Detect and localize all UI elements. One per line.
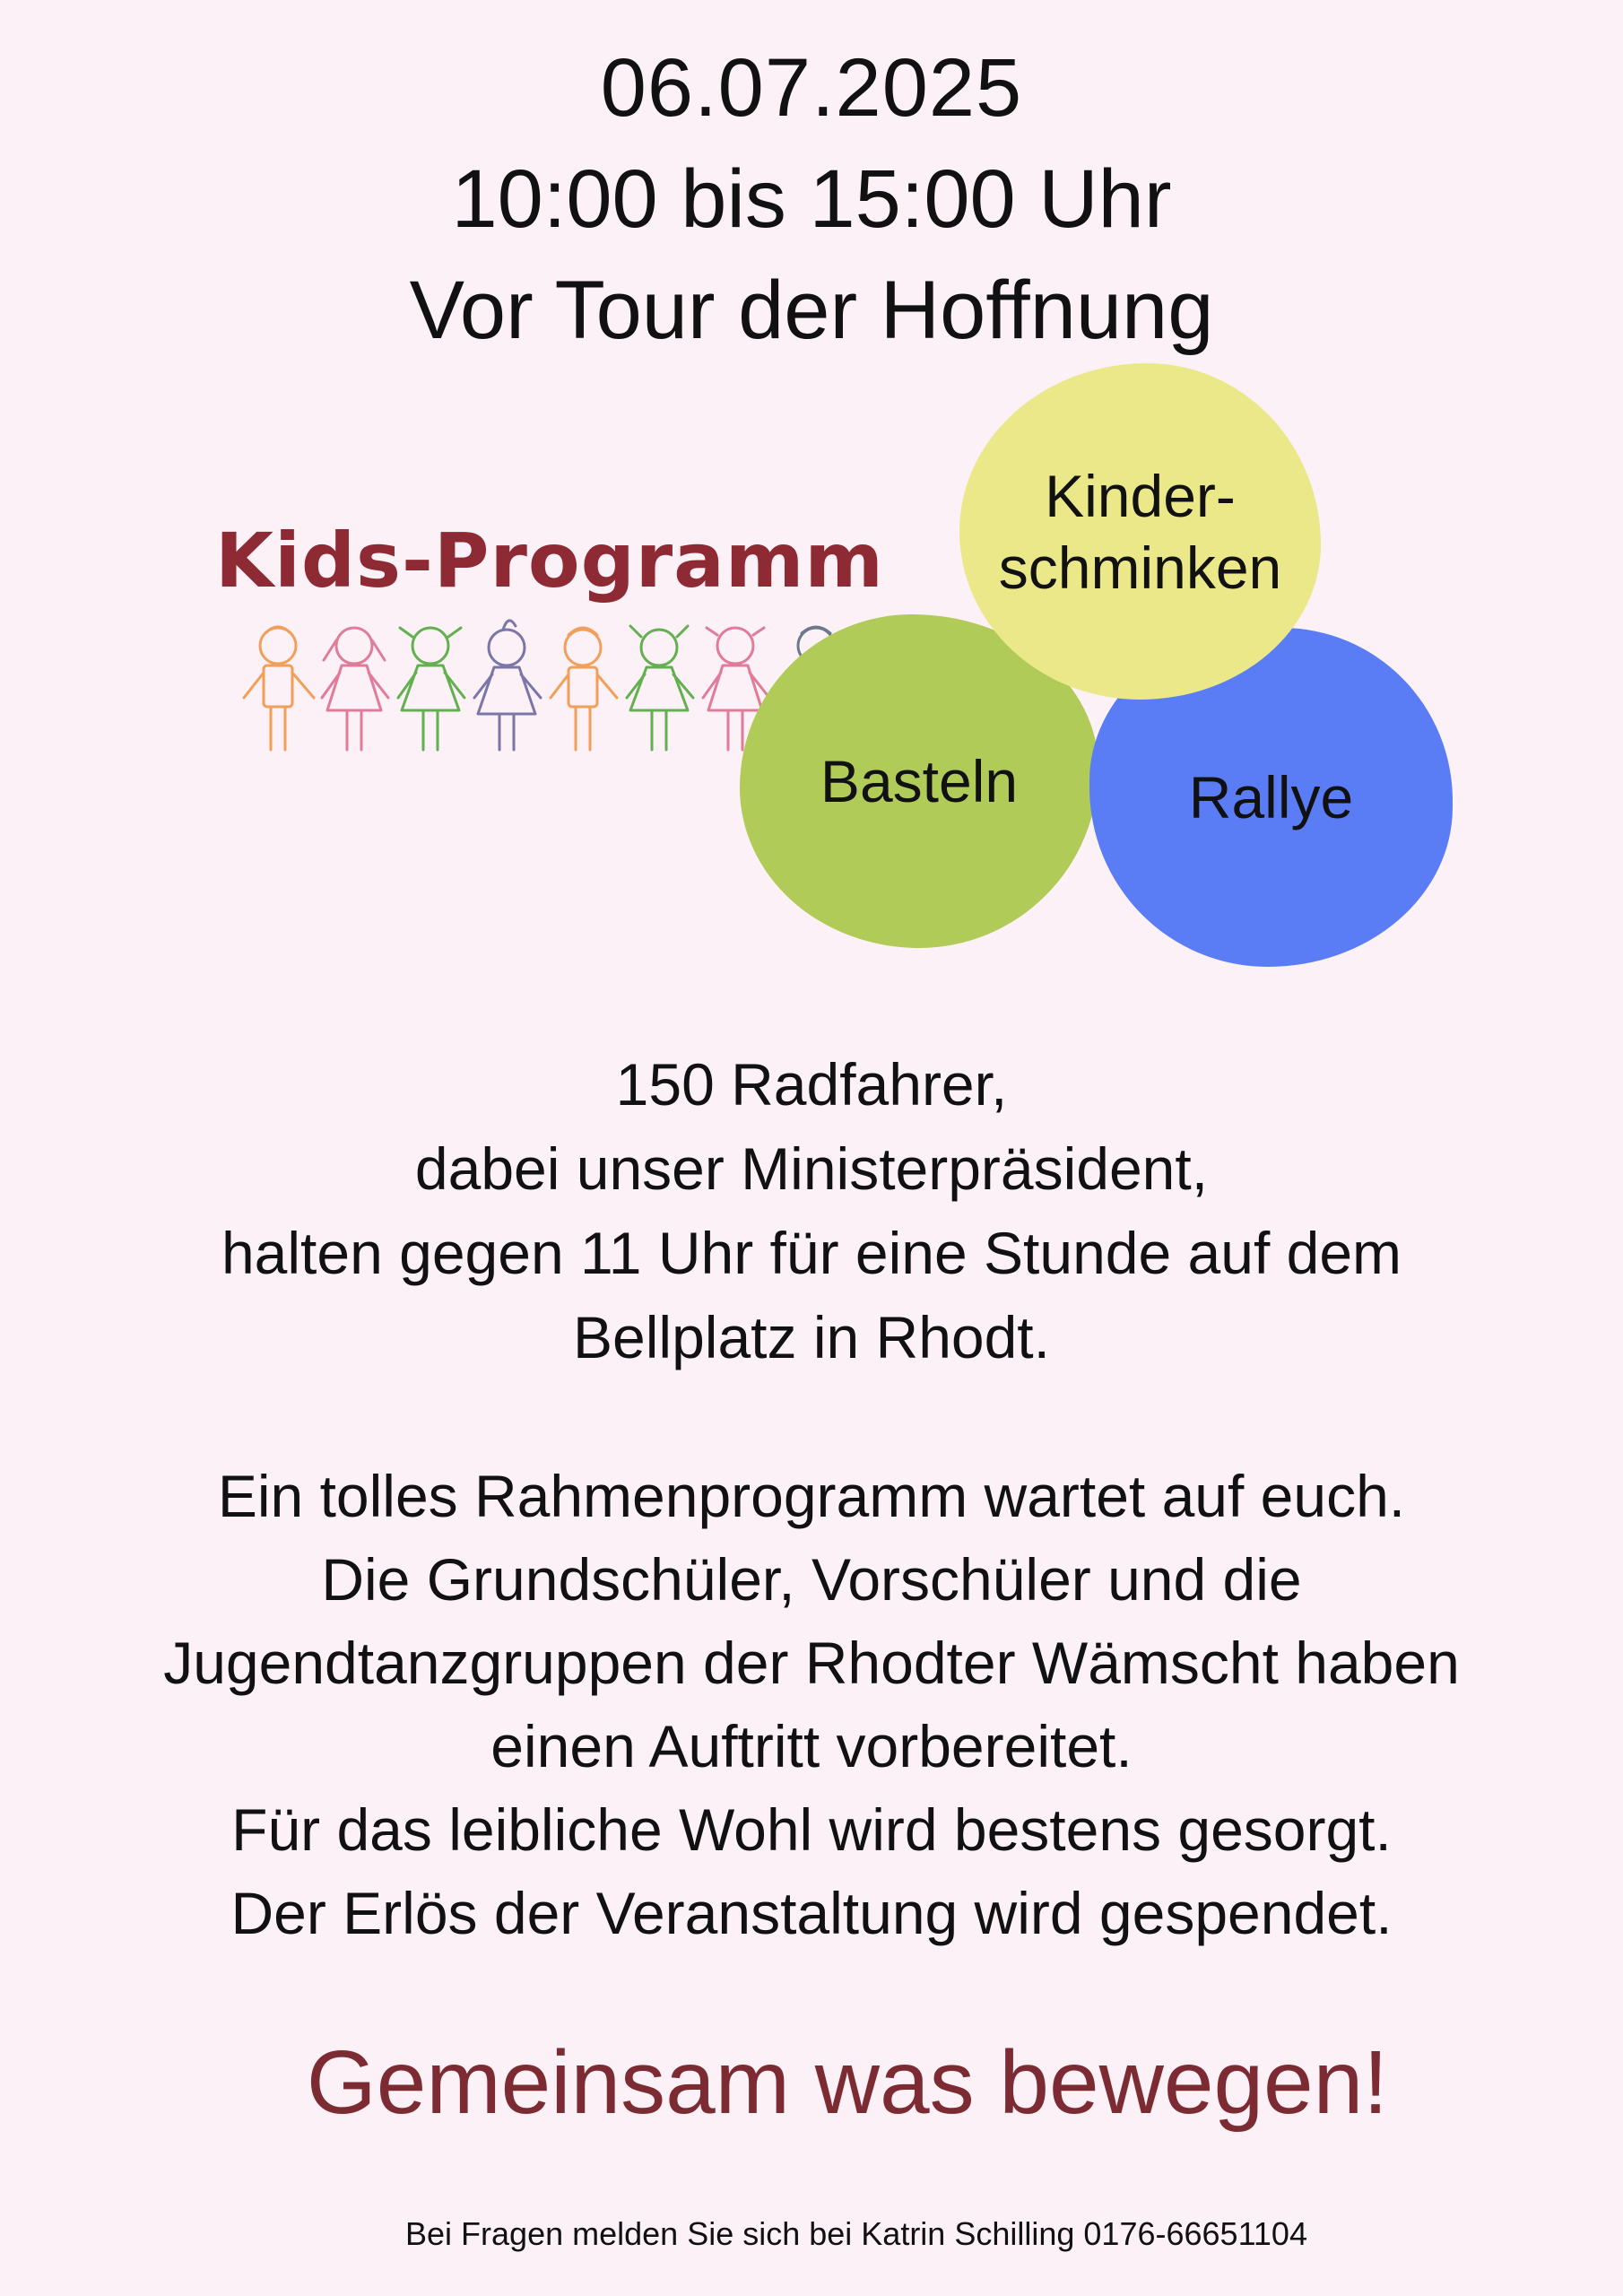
- bubble-kinderschminken: [959, 363, 1321, 700]
- bubble-schminken-line-2: schminken: [998, 534, 1282, 601]
- paragraph-line: 150 Radfahrer,: [615, 1051, 1008, 1118]
- info-paragraph-1: [0, 1042, 1623, 1379]
- paragraph-line: halten gegen 11 Uhr für eine Stunde auf dem: [221, 1220, 1402, 1286]
- paragraph-line: Bellplatz in Rhodt.: [573, 1304, 1050, 1370]
- paragraph-line: Der Erlös der Veranstaltung wird gespendet.: [230, 1880, 1393, 1946]
- paragraph-line: dabei unser Ministerpräsident,: [414, 1135, 1209, 1202]
- contact-footer: Bei Fragen melden Sie sich bei Katrin Schilling 0176-66651104: [405, 2215, 1307, 2252]
- paragraph-line: Für das leibliche Wohl wird bestens gesorgt.: [231, 1796, 1392, 1863]
- event-time: 10:00 bis 15:00 Uhr: [451, 153, 1172, 245]
- paragraph-line: Die Grundschüler, Vorschüler und die: [321, 1546, 1302, 1613]
- event-place: Vor Tour der Hoffnung: [409, 265, 1214, 356]
- bubble-basteln-label: Basteln: [820, 748, 1019, 814]
- slogan: Gemeinsam was bewegen!: [306, 2032, 1389, 2133]
- kids-programm-title: Kids-Programm: [215, 517, 884, 604]
- paragraph-line: einen Auftritt vorbereitet.: [490, 1713, 1133, 1779]
- paragraph-line: Ein tolles Rahmenprogramm wartet auf euch.: [217, 1463, 1406, 1529]
- info-paragraph-2: [0, 1455, 1623, 1955]
- bubble-rallye-label: Rallye: [1188, 764, 1354, 831]
- event-date: 06.07.2025: [600, 42, 1023, 134]
- bubble-schminken-line-1: Kinder-: [1045, 462, 1236, 529]
- paragraph-line: Jugendtanzgruppen der Rhodter Wämscht haben: [163, 1630, 1460, 1696]
